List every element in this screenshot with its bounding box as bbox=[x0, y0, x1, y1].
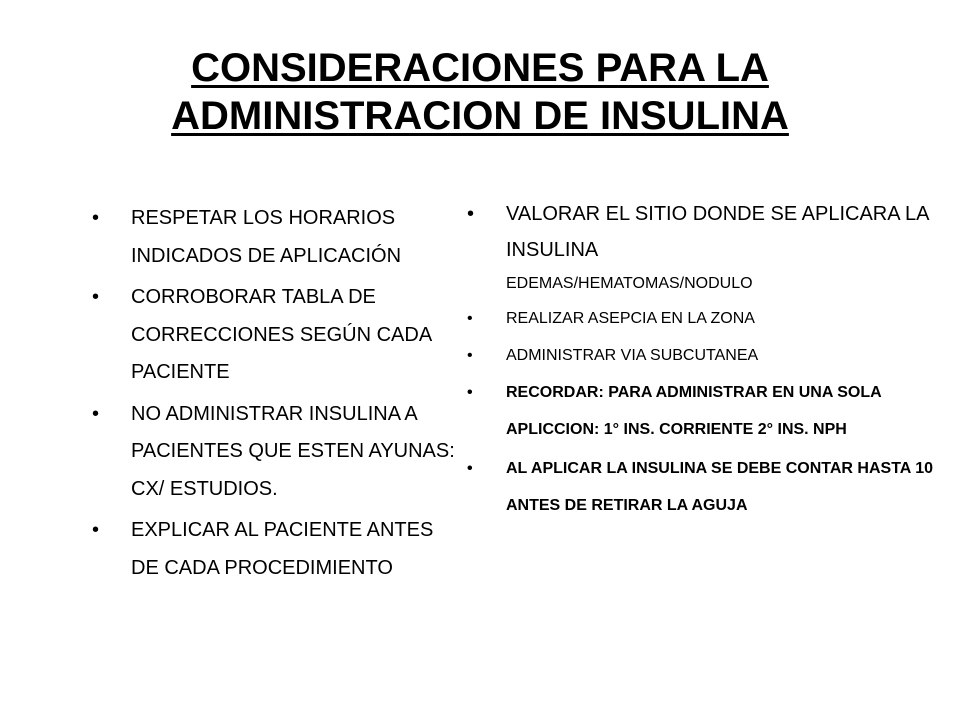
right-bullet-item-1 bbox=[463, 196, 933, 300]
left-bullet-list bbox=[88, 200, 460, 591]
bullet-icon: • bbox=[467, 347, 473, 364]
right-bullet-text-5: AL APLICAR LA INSULINA SE DEBE CONTAR HASTA 10 ANTES DE RETIRAR LA AGUJA bbox=[506, 460, 933, 514]
right-bullet-list bbox=[463, 196, 933, 524]
left-bullet-text-4: EXPLICAR AL PACIENTE ANTES DE CADA PROCEDIMIENTO bbox=[131, 519, 434, 579]
right-bullet-text-3: ADMINISTRAR VIA SUBCUTANEA bbox=[506, 347, 759, 364]
right-bullet-text-2: REALIZAR ASEPCIA EN LA ZONA bbox=[506, 310, 755, 327]
left-bullet-text-1: RESPETAR LOS HORARIOS INDICADOS DE APLICACIÓN bbox=[131, 207, 402, 267]
slide-title bbox=[0, 44, 960, 140]
left-bullet-item-1 bbox=[88, 200, 460, 275]
bullet-icon: • bbox=[92, 286, 100, 308]
slide-title-line-2: ADMINISTRACION DE INSULINA bbox=[171, 94, 789, 138]
left-bullet-text-2: CORROBORAR TABLA DE CORRECCIONES SEGÚN CADA PACIENTE bbox=[131, 286, 432, 383]
slide-title-line-1: CONSIDERACIONES PARA LA bbox=[191, 46, 769, 90]
right-bullet-item-5 bbox=[463, 450, 933, 524]
bullet-icon: • bbox=[92, 402, 100, 425]
right-bullet-subtext-1: EDEMAS/HEMATOMAS/NODULO bbox=[506, 275, 753, 292]
bullet-icon: • bbox=[467, 460, 473, 477]
bullet-icon: • bbox=[467, 384, 473, 401]
bullet-icon: • bbox=[92, 207, 100, 229]
left-bullet-item-4 bbox=[88, 512, 460, 587]
right-bullet-text-4: RECORDAR: PARA ADMINISTRAR EN UNA SOLA APLICCION: 1° INS. CORRIENTE 2° INS. NPH bbox=[506, 384, 882, 438]
right-bullet-item-3 bbox=[463, 337, 933, 374]
left-bullet-item-3 bbox=[88, 396, 460, 509]
left-bullet-item-2 bbox=[88, 279, 460, 392]
right-bullet-text-1: VALORAR EL SITIO DONDE SE APLICARA LA INSULINA bbox=[506, 203, 929, 261]
bullet-icon: • bbox=[467, 310, 473, 327]
right-bullet-item-2 bbox=[463, 300, 933, 337]
left-bullet-text-3: NO ADMINISTRAR INSULINA A PACIENTES QUE ESTEN AYUNAS: CX/ ESTUDIOS. bbox=[131, 402, 455, 500]
bullet-icon: • bbox=[467, 203, 475, 225]
right-bullet-item-4 bbox=[463, 374, 933, 448]
bullet-icon: • bbox=[92, 519, 100, 541]
